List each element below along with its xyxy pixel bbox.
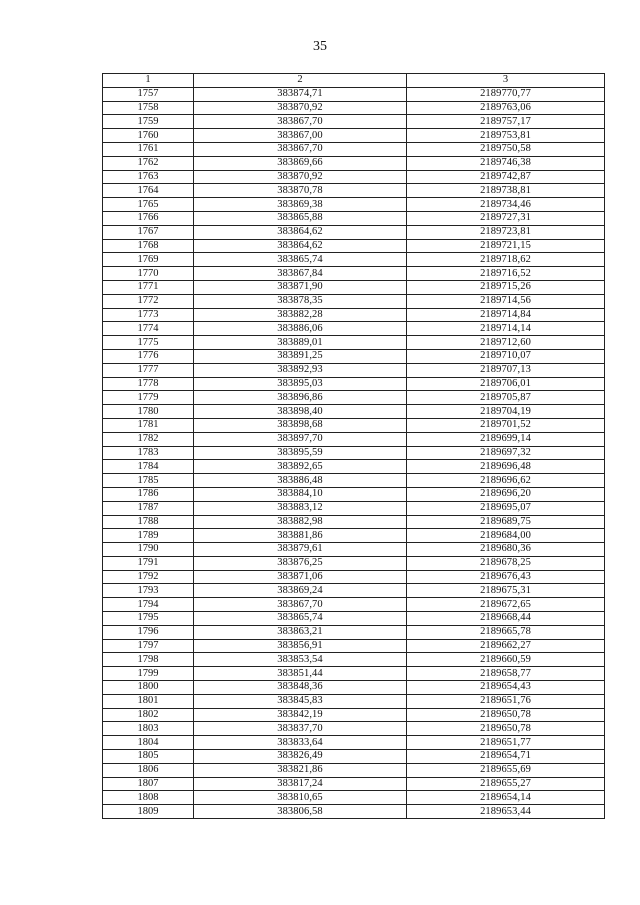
x-coordinate-cell: 383863,21: [194, 625, 407, 639]
point-number-cell: 1770: [103, 267, 194, 281]
point-number-cell: 1772: [103, 294, 194, 308]
point-number-cell: 1769: [103, 253, 194, 267]
x-coordinate-cell: 383892,65: [194, 460, 407, 474]
point-number-cell: 1782: [103, 432, 194, 446]
table-row: [103, 653, 605, 667]
table-row: [103, 432, 605, 446]
point-number-cell: 1789: [103, 529, 194, 543]
x-coordinate-cell: 383895,59: [194, 446, 407, 460]
table-row: [103, 584, 605, 598]
x-coordinate-cell: 383882,98: [194, 515, 407, 529]
y-coordinate-cell: 2189668,44: [407, 612, 605, 626]
x-coordinate-cell: 383837,70: [194, 722, 407, 736]
y-coordinate-cell: 2189712,60: [407, 336, 605, 350]
y-coordinate-cell: 2189770,77: [407, 87, 605, 101]
x-coordinate-cell: 383865,74: [194, 612, 407, 626]
table-row: [103, 391, 605, 405]
x-coordinate-cell: 383886,06: [194, 322, 407, 336]
x-coordinate-cell: 383842,19: [194, 708, 407, 722]
x-coordinate-cell: 383871,90: [194, 280, 407, 294]
x-coordinate-cell: 383867,70: [194, 142, 407, 156]
y-coordinate-cell: 2189699,14: [407, 432, 605, 446]
y-coordinate-cell: 2189650,78: [407, 708, 605, 722]
x-coordinate-cell: 383867,00: [194, 129, 407, 143]
point-number-cell: 1786: [103, 487, 194, 501]
point-number-cell: 1774: [103, 322, 194, 336]
table-row: [103, 267, 605, 281]
x-coordinate-cell: 383876,25: [194, 556, 407, 570]
y-coordinate-cell: 2189723,81: [407, 225, 605, 239]
point-number-cell: 1797: [103, 639, 194, 653]
point-number-cell: 1787: [103, 501, 194, 515]
x-coordinate-cell: 383845,83: [194, 694, 407, 708]
table-row: [103, 322, 605, 336]
point-number-cell: 1767: [103, 225, 194, 239]
table-row: [103, 736, 605, 750]
point-number-cell: 1805: [103, 750, 194, 764]
x-coordinate-cell: 383865,88: [194, 211, 407, 225]
y-coordinate-cell: 2189714,56: [407, 294, 605, 308]
x-coordinate-cell: 383806,58: [194, 805, 407, 819]
table-row: [103, 211, 605, 225]
table-row: [103, 253, 605, 267]
x-coordinate-cell: 383821,86: [194, 763, 407, 777]
x-coordinate-cell: 383882,28: [194, 308, 407, 322]
y-coordinate-cell: 2189654,14: [407, 791, 605, 805]
x-coordinate-cell: 383884,10: [194, 487, 407, 501]
x-coordinate-cell: 383881,86: [194, 529, 407, 543]
x-coordinate-cell: 383896,86: [194, 391, 407, 405]
y-coordinate-cell: 2189706,01: [407, 377, 605, 391]
table-row: [103, 294, 605, 308]
y-coordinate-cell: 2189696,20: [407, 487, 605, 501]
table-row: [103, 101, 605, 115]
x-coordinate-cell: 383810,65: [194, 791, 407, 805]
point-number-cell: 1758: [103, 101, 194, 115]
x-coordinate-cell: 383870,78: [194, 184, 407, 198]
table-header-row: [103, 74, 605, 88]
y-coordinate-cell: 2189701,52: [407, 418, 605, 432]
y-coordinate-cell: 2189753,81: [407, 129, 605, 143]
table-row: [103, 570, 605, 584]
y-coordinate-cell: 2189696,48: [407, 460, 605, 474]
table-row: [103, 750, 605, 764]
y-coordinate-cell: 2189689,75: [407, 515, 605, 529]
x-coordinate-cell: 383883,12: [194, 501, 407, 515]
x-coordinate-cell: 383879,61: [194, 543, 407, 557]
point-number-cell: 1776: [103, 349, 194, 363]
point-number-cell: 1804: [103, 736, 194, 750]
table-row: [103, 515, 605, 529]
point-number-cell: 1779: [103, 391, 194, 405]
point-number-cell: 1759: [103, 115, 194, 129]
x-coordinate-cell: 383856,91: [194, 639, 407, 653]
point-number-cell: 1808: [103, 791, 194, 805]
point-number-cell: 1778: [103, 377, 194, 391]
x-coordinate-cell: 383864,62: [194, 225, 407, 239]
x-coordinate-cell: 383874,71: [194, 87, 407, 101]
x-coordinate-cell: 383889,01: [194, 336, 407, 350]
y-coordinate-cell: 2189675,31: [407, 584, 605, 598]
table-row: [103, 791, 605, 805]
table-row: [103, 363, 605, 377]
y-coordinate-cell: 2189653,44: [407, 805, 605, 819]
table-row: [103, 460, 605, 474]
x-coordinate-cell: 383878,35: [194, 294, 407, 308]
table-row: [103, 722, 605, 736]
y-coordinate-cell: 2189655,69: [407, 763, 605, 777]
point-number-cell: 1768: [103, 239, 194, 253]
x-coordinate-cell: 383895,03: [194, 377, 407, 391]
point-number-cell: 1807: [103, 777, 194, 791]
table-row: [103, 225, 605, 239]
table-row: [103, 556, 605, 570]
x-coordinate-cell: 383870,92: [194, 101, 407, 115]
x-coordinate-cell: 383892,93: [194, 363, 407, 377]
x-coordinate-cell: 383871,06: [194, 570, 407, 584]
point-number-cell: 1796: [103, 625, 194, 639]
y-coordinate-cell: 2189665,78: [407, 625, 605, 639]
x-coordinate-cell: 383898,68: [194, 418, 407, 432]
y-coordinate-cell: 2189738,81: [407, 184, 605, 198]
point-number-cell: 1761: [103, 142, 194, 156]
x-coordinate-cell: 383867,84: [194, 267, 407, 281]
point-number-cell: 1792: [103, 570, 194, 584]
point-number-cell: 1760: [103, 129, 194, 143]
y-coordinate-cell: 2189680,36: [407, 543, 605, 557]
point-number-cell: 1806: [103, 763, 194, 777]
y-coordinate-cell: 2189757,17: [407, 115, 605, 129]
table-row: [103, 198, 605, 212]
table-row: [103, 418, 605, 432]
y-coordinate-cell: 2189696,62: [407, 474, 605, 488]
table-row: [103, 612, 605, 626]
y-coordinate-cell: 2189718,62: [407, 253, 605, 267]
x-coordinate-cell: 383853,54: [194, 653, 407, 667]
y-coordinate-cell: 2189658,77: [407, 667, 605, 681]
x-coordinate-cell: 383869,66: [194, 156, 407, 170]
point-number-cell: 1773: [103, 308, 194, 322]
y-coordinate-cell: 2189654,71: [407, 750, 605, 764]
point-number-cell: 1784: [103, 460, 194, 474]
y-coordinate-cell: 2189727,31: [407, 211, 605, 225]
point-number-cell: 1801: [103, 694, 194, 708]
point-number-cell: 1765: [103, 198, 194, 212]
table-row: [103, 446, 605, 460]
table-row: [103, 667, 605, 681]
table-row: [103, 308, 605, 322]
table-row: [103, 129, 605, 143]
y-coordinate-cell: 2189705,87: [407, 391, 605, 405]
table-row: [103, 377, 605, 391]
x-coordinate-cell: 383869,38: [194, 198, 407, 212]
y-coordinate-cell: 2189695,07: [407, 501, 605, 515]
point-number-cell: 1798: [103, 653, 194, 667]
table-body: [103, 87, 605, 818]
x-coordinate-cell: 383891,25: [194, 349, 407, 363]
y-coordinate-cell: 2189650,78: [407, 722, 605, 736]
point-number-cell: 1794: [103, 598, 194, 612]
y-coordinate-cell: 2189707,13: [407, 363, 605, 377]
table-row: [103, 115, 605, 129]
y-coordinate-cell: 2189750,58: [407, 142, 605, 156]
column-header-y: 3: [407, 74, 605, 88]
x-coordinate-cell: 383817,24: [194, 777, 407, 791]
y-coordinate-cell: 2189734,46: [407, 198, 605, 212]
table-row: [103, 529, 605, 543]
y-coordinate-cell: 2189721,15: [407, 239, 605, 253]
x-coordinate-cell: 383826,49: [194, 750, 407, 764]
point-number-cell: 1799: [103, 667, 194, 681]
y-coordinate-cell: 2189660,59: [407, 653, 605, 667]
table-row: [103, 598, 605, 612]
point-number-cell: 1771: [103, 280, 194, 294]
y-coordinate-cell: 2189676,43: [407, 570, 605, 584]
point-number-cell: 1757: [103, 87, 194, 101]
point-number-cell: 1785: [103, 474, 194, 488]
x-coordinate-cell: 383848,36: [194, 681, 407, 695]
y-coordinate-cell: 2189654,43: [407, 681, 605, 695]
table-row: [103, 625, 605, 639]
point-number-cell: 1777: [103, 363, 194, 377]
y-coordinate-cell: 2189763,06: [407, 101, 605, 115]
y-coordinate-cell: 2189655,27: [407, 777, 605, 791]
coordinates-table: [102, 73, 605, 819]
point-number-cell: 1775: [103, 336, 194, 350]
table-row: [103, 280, 605, 294]
point-number-cell: 1800: [103, 681, 194, 695]
table-row: [103, 501, 605, 515]
table-row: [103, 156, 605, 170]
point-number-cell: 1766: [103, 211, 194, 225]
point-number-cell: 1802: [103, 708, 194, 722]
y-coordinate-cell: 2189714,84: [407, 308, 605, 322]
point-number-cell: 1809: [103, 805, 194, 819]
y-coordinate-cell: 2189697,32: [407, 446, 605, 460]
point-number-cell: 1781: [103, 418, 194, 432]
table-row: [103, 170, 605, 184]
column-header-x: 2: [194, 74, 407, 88]
table-row: [103, 349, 605, 363]
table-row: [103, 763, 605, 777]
y-coordinate-cell: 2189716,52: [407, 267, 605, 281]
table-row: [103, 336, 605, 350]
point-number-cell: 1790: [103, 543, 194, 557]
y-coordinate-cell: 2189742,87: [407, 170, 605, 184]
table-row: [103, 639, 605, 653]
table-row: [103, 708, 605, 722]
x-coordinate-cell: 383865,74: [194, 253, 407, 267]
table-row: [103, 543, 605, 557]
point-number-cell: 1803: [103, 722, 194, 736]
y-coordinate-cell: 2189714,14: [407, 322, 605, 336]
point-number-cell: 1762: [103, 156, 194, 170]
table-row: [103, 87, 605, 101]
x-coordinate-cell: 383833,64: [194, 736, 407, 750]
column-header-number: 1: [103, 74, 194, 88]
x-coordinate-cell: 383869,24: [194, 584, 407, 598]
page-number: 35: [313, 39, 327, 54]
x-coordinate-cell: 383851,44: [194, 667, 407, 681]
point-number-cell: 1791: [103, 556, 194, 570]
y-coordinate-cell: 2189710,07: [407, 349, 605, 363]
y-coordinate-cell: 2189678,25: [407, 556, 605, 570]
y-coordinate-cell: 2189651,77: [407, 736, 605, 750]
point-number-cell: 1764: [103, 184, 194, 198]
table-row: [103, 681, 605, 695]
x-coordinate-cell: 383867,70: [194, 598, 407, 612]
x-coordinate-cell: 383864,62: [194, 239, 407, 253]
x-coordinate-cell: 383898,40: [194, 405, 407, 419]
table-row: [103, 777, 605, 791]
x-coordinate-cell: 383886,48: [194, 474, 407, 488]
y-coordinate-cell: 2189672,65: [407, 598, 605, 612]
table-row: [103, 184, 605, 198]
x-coordinate-cell: 383870,92: [194, 170, 407, 184]
y-coordinate-cell: 2189715,26: [407, 280, 605, 294]
point-number-cell: 1780: [103, 405, 194, 419]
table-row: [103, 142, 605, 156]
table-row: [103, 405, 605, 419]
table-row: [103, 487, 605, 501]
point-number-cell: 1793: [103, 584, 194, 598]
x-coordinate-cell: 383867,70: [194, 115, 407, 129]
y-coordinate-cell: 2189746,38: [407, 156, 605, 170]
y-coordinate-cell: 2189662,27: [407, 639, 605, 653]
table-row: [103, 474, 605, 488]
x-coordinate-cell: 383897,70: [194, 432, 407, 446]
y-coordinate-cell: 2189684,00: [407, 529, 605, 543]
table-row: [103, 239, 605, 253]
point-number-cell: 1783: [103, 446, 194, 460]
y-coordinate-cell: 2189704,19: [407, 405, 605, 419]
point-number-cell: 1795: [103, 612, 194, 626]
y-coordinate-cell: 2189651,76: [407, 694, 605, 708]
point-number-cell: 1788: [103, 515, 194, 529]
table-row: [103, 694, 605, 708]
point-number-cell: 1763: [103, 170, 194, 184]
table-row: [103, 805, 605, 819]
